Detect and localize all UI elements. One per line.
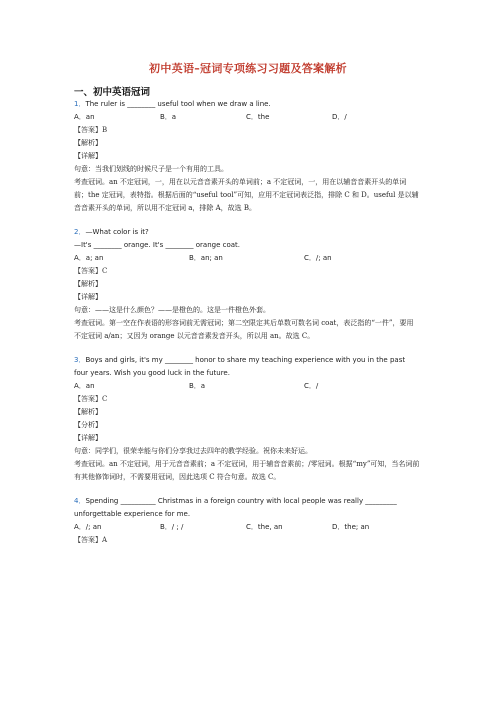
- question-stem-line-2: —It's ________ orange. It's ________ orange coat.: [74, 241, 241, 249]
- question-stem: Boys and girls, it's my ________ honor to share my teaching experience with you in the past four years. Wish you good luck in the future.: [74, 356, 406, 377]
- option-b: B．/ ; /: [160, 523, 184, 531]
- questions-content: [74, 98, 420, 547]
- options-row: [74, 111, 420, 124]
- option-a: A．an: [74, 382, 95, 390]
- question-stem: —What color is it?: [85, 228, 149, 236]
- option-c: C．the, an: [246, 523, 283, 531]
- question-number: 3．: [74, 356, 86, 364]
- option-c: C．/; an: [304, 254, 332, 262]
- answer-label: 【答案】C: [74, 267, 108, 275]
- question-4: [74, 495, 420, 547]
- answer-label: 【答案】C: [74, 395, 108, 403]
- option-c: C．the: [246, 113, 270, 121]
- option-a: A．a; an: [74, 254, 104, 262]
- question-2: [74, 226, 420, 343]
- brief-analysis-label: 【分析】: [74, 421, 102, 429]
- question-1: [74, 98, 420, 215]
- answer-label: 【答案】A: [74, 536, 108, 544]
- explanation-text: 考查冠词。第一空在作表语的形容词前无需冠词；第二空限定其后单数可数名词 coat，表泛指的“一件”，要用不定冠词 a/an；又因为 orange 以元音音素发音开头，所以用 an。故选 C。: [74, 319, 414, 340]
- detail-label: 【详解】: [74, 434, 102, 442]
- options-row: [74, 521, 420, 534]
- option-d: D．the; an: [332, 523, 370, 531]
- options-row: [74, 252, 420, 265]
- question-number: 1．: [74, 100, 86, 108]
- analysis-label: 【解析】: [74, 139, 102, 147]
- option-b: B．an; an: [189, 254, 223, 262]
- question-3: [74, 354, 420, 484]
- sentence-meaning: 句意：同学们，很荣幸能与你们分享我过去四年的教学经验。祝你未来好运。: [74, 447, 312, 455]
- detail-label: 【详解】: [74, 293, 102, 301]
- analysis-label: 【解析】: [74, 408, 102, 416]
- sentence-meaning: 句意：当我们划线的时候尺子是一个有用的工具。: [74, 165, 228, 173]
- option-d: D．/: [332, 113, 347, 121]
- question-stem: The ruler is ________ useful tool when we draw a line.: [85, 100, 271, 108]
- option-a: A．/; an: [74, 523, 102, 531]
- document-title: 初中英语–冠词专项练习习题及答案解析: [149, 62, 347, 75]
- option-b: B．a: [189, 382, 206, 390]
- explanation-text: 考查冠词。an 不定冠词，一，用在以元音音素开头的单词前；a 不定冠词，一，用在以辅音音素开头的单词前；the 定冠词，表特指。根据后面的“useful tool”可知，应用不定冠词表泛指，排除 C 和 D。useful 是以辅音音素开头的单词，所以用不定冠词 a，排除 A，故选 B。: [74, 178, 419, 212]
- question-number: 4．: [74, 497, 86, 505]
- analysis-label: 【解析】: [74, 280, 102, 288]
- option-c: C．/: [304, 382, 319, 390]
- sentence-meaning: 句意：——这是什么颜色？——是橙色的。这是一件橙色外套。: [74, 306, 270, 314]
- option-b: B．a: [160, 113, 177, 121]
- section-heading: 一、初中英语冠词: [74, 87, 151, 98]
- detail-label: 【详解】: [74, 152, 102, 160]
- options-row: [74, 380, 420, 393]
- answer-label: 【答案】B: [74, 126, 108, 134]
- option-a: A．an: [74, 113, 95, 121]
- question-number: 2．: [74, 228, 86, 236]
- explanation-text: 考查冠词。an 不定冠词，用于元音音素前；a 不定冠词，用于辅音音素前；/零冠词。根据“my”可知，当名词前有其他修饰词时，不需要用冠词，因此选项 C 符合句意。故选 C。: [74, 460, 420, 481]
- question-stem: Spending __________ Christmas in a foreign country with local people was really _________ unforgettable experience for me.: [74, 497, 397, 518]
